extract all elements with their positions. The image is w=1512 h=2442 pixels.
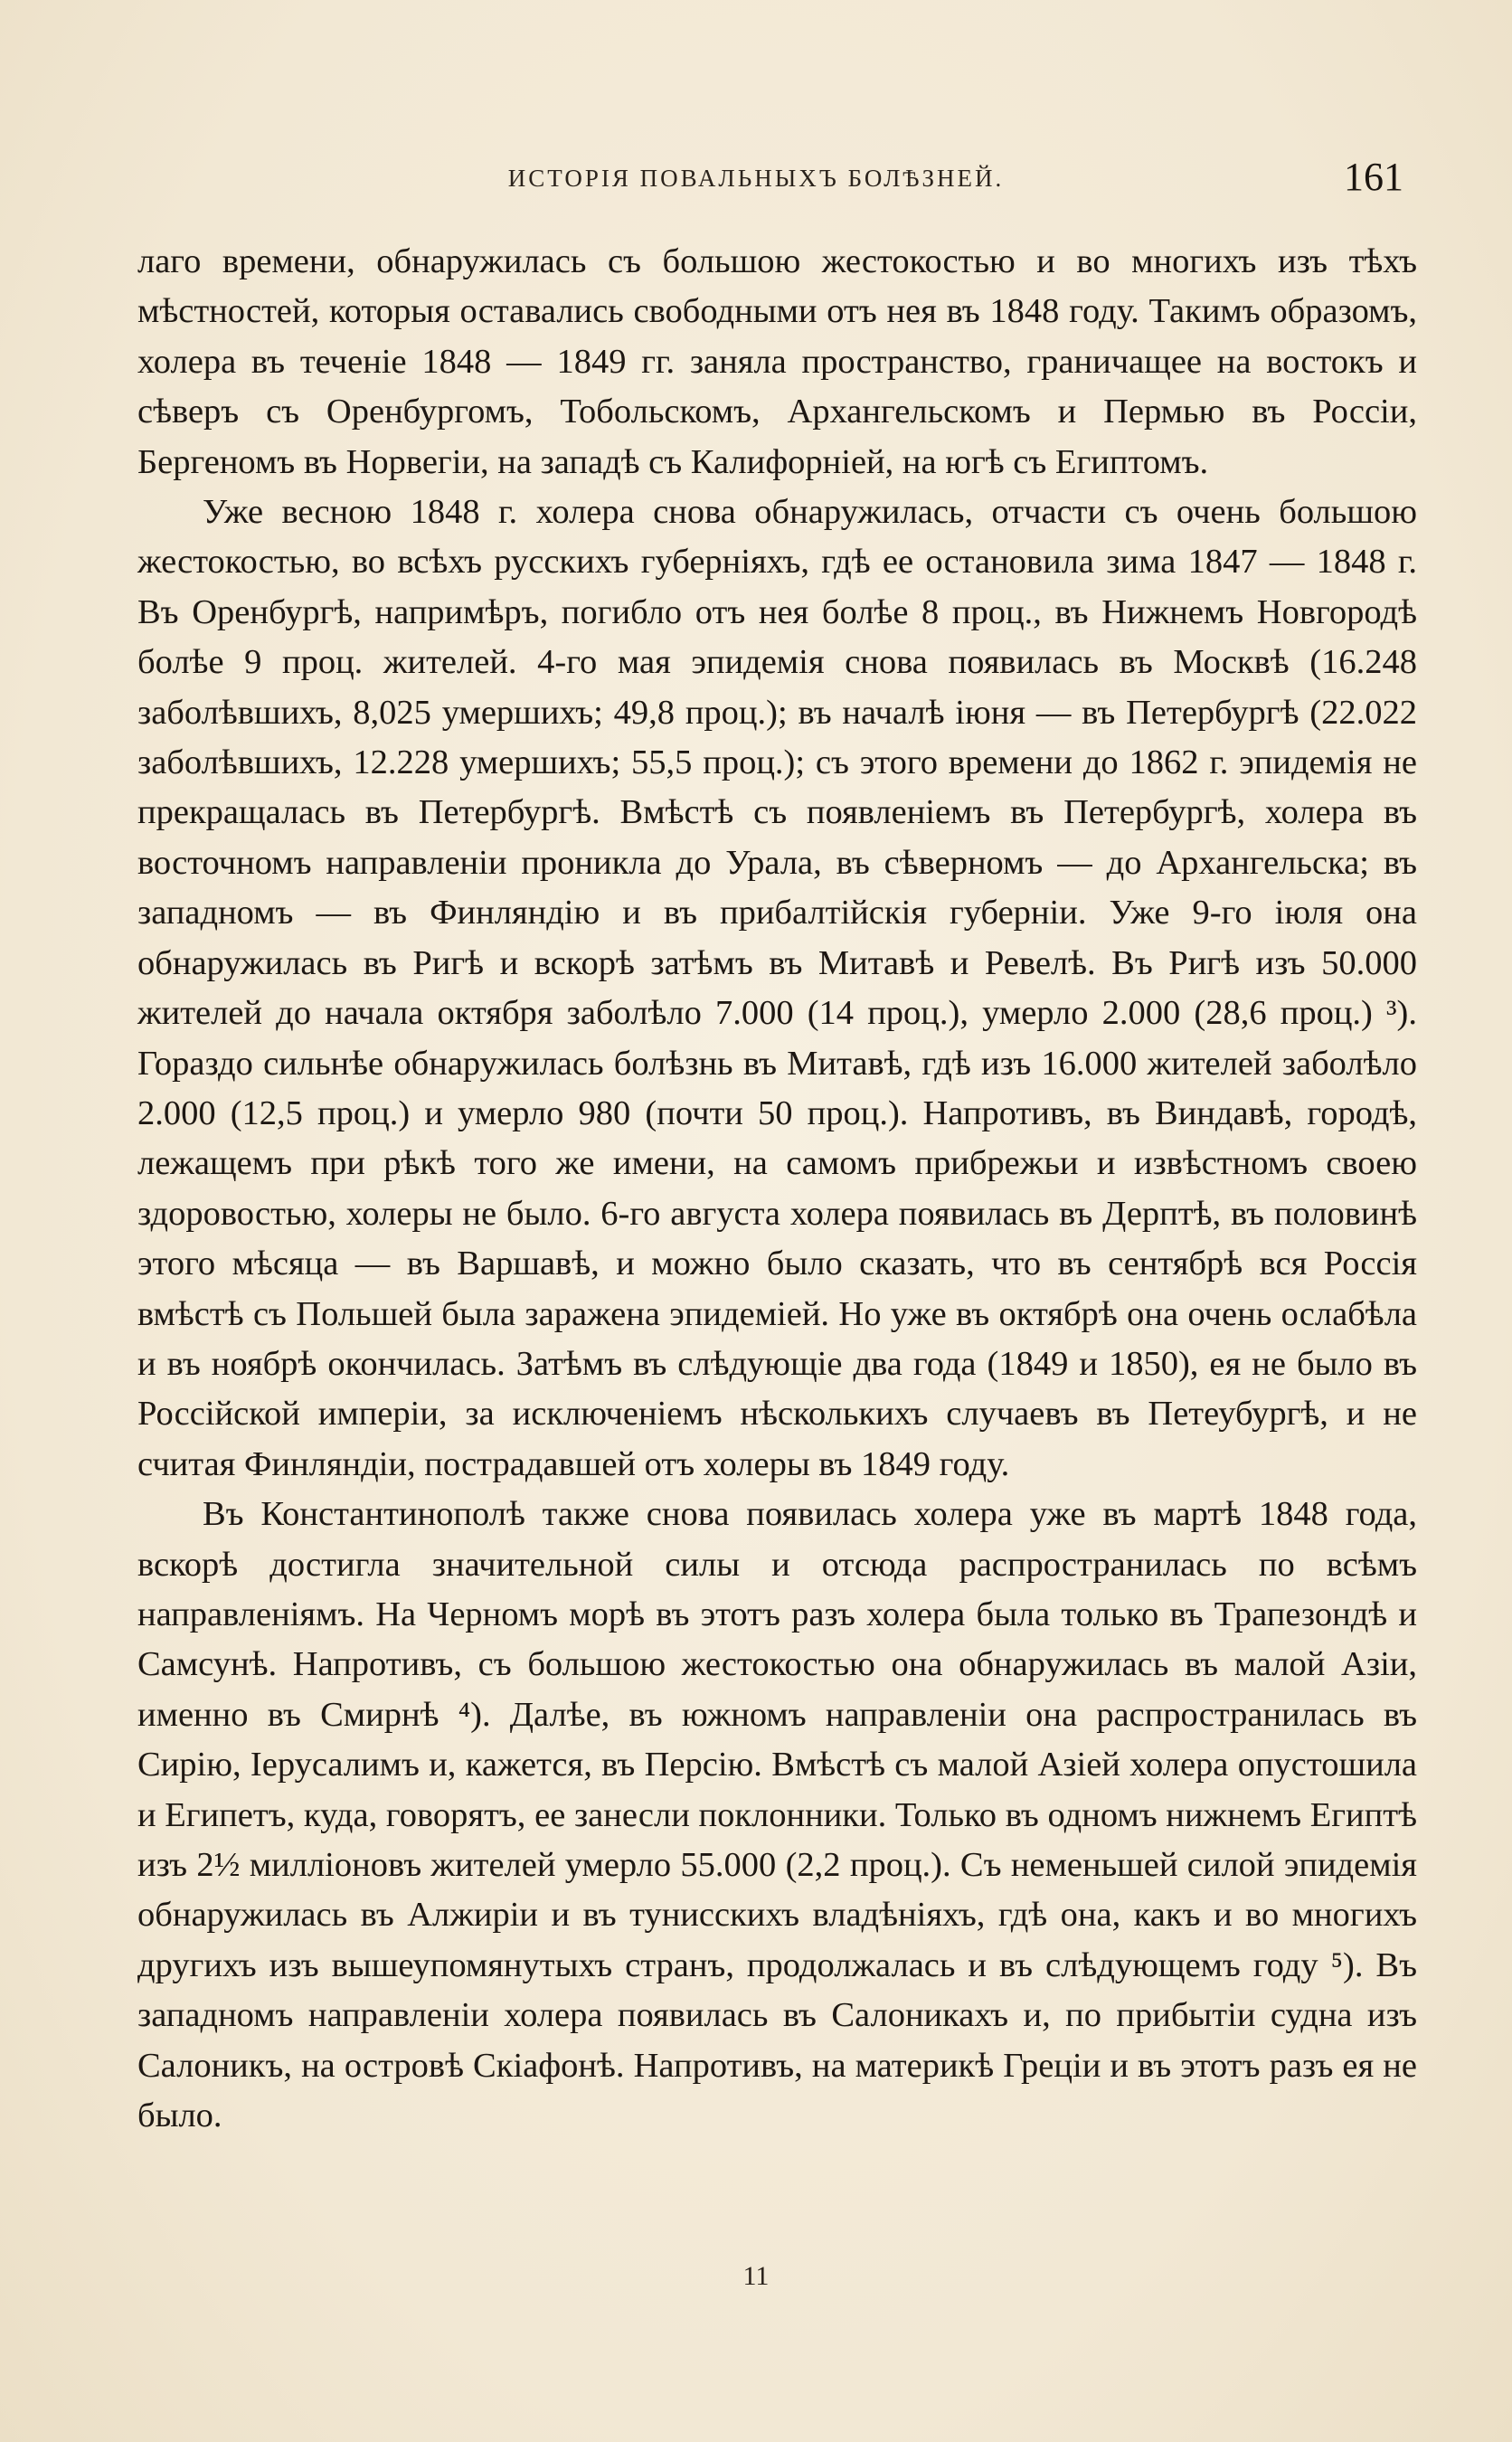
- paragraph-russia-1848: Уже весною 1848 г. холера снова обнаружилась, отчасти съ очень большою жестокостью, во всѣхъ русскихъ губерніяхъ, гдѣ ее остановила зима 1847 — 1848 г. Въ Оренбургѣ, напримѣръ, погибло отъ нея болѣе 8 проц., въ Нижнемъ Новгородѣ болѣе 9 проц. жителей. 4-го мая эпидемія снова появилась въ Москвѣ (16.248 заболѣвшихъ, 8,025 умершихъ; 49,8 проц.); въ началѣ іюня — въ Петербургѣ (22.022 заболѣвшихъ, 12.228 умершихъ; 55,5 проц.); съ этого времени до 1862 г. эпидемія не прекращалась въ Петербургѣ. Вмѣстѣ съ появленіемъ въ Петербургѣ, холера въ восточномъ направленіи проникла до Урала, въ сѣверномъ — до Архангельска; въ западномъ — въ Финляндію и въ прибалтійскія губерніи. Уже 9-го іюля она обнаружилась въ Ригѣ и вскорѣ затѣмъ въ Митавѣ и Ревелѣ. Въ Ригѣ изъ 50.000 жителей до начала октября заболѣло 7.000 (14 проц.), умерло 2.000 (28,6 проц.) ³). Гораздо сильнѣе обнаружилась болѣзнь въ Митавѣ, гдѣ изъ 16.000 жителей заболѣло 2.000 (12,5 проц.) и умерло 980 (почти 50 проц.). Напротивъ, въ Виндавѣ, городѣ, лежащемъ при рѣкѣ того же имени, на самомъ прибрежьи и извѣстномъ своею здоровостью, холеры не было. 6-го августа холера появилась въ Дерптѣ, въ половинѣ этого мѣсяца — въ Варшавѣ, и можно было сказать, что въ сентябрѣ вся Россія вмѣстѣ съ Польшей была заражена эпидеміей. Но уже въ октябрѣ она очень ослабѣла и въ ноябрѣ окончилась. Затѣмъ въ слѣдующіе два года (1849 и 1850), ея не было въ Россійской имперіи, за исключеніемъ нѣсколькихъ случаевъ въ Петеубургѣ, и не считая Финляндіи, пострадавшей отъ холеры въ 1849 году.: [137, 493, 1417, 1483]
- paragraph-continuation: лаго времени, обнаружилась съ большою жестокостью и во многихъ изъ тѣхъ мѣстностей, которыя оставались свободными отъ нея въ 1848 году. Такимъ образомъ, холера въ теченіе 1848 — 1849 гг. заняла пространство, граничащее на востокъ и сѣверъ съ Оренбургомъ, Тобольскомъ, Архангельскомъ и Пермью въ Россіи, Бергеномъ въ Норвегіи, на западѣ съ Калифорніей, на югѣ съ Египтомъ.: [137, 242, 1417, 481]
- page-number: 161: [1344, 155, 1403, 199]
- running-title: ИСТОРІЯ ПОВАЛЬНЫХЪ БОЛѢЗНЕЙ.: [507, 165, 1005, 192]
- signature-mark: 11: [742, 2261, 770, 2291]
- body-text: [137, 237, 1417, 2141]
- running-head: [0, 154, 1512, 208]
- paragraph-constantinople-1848: Въ Константинополѣ также снова появилась холера уже въ мартѣ 1848 года, вскорѣ достигла значительной силы и отсюда распространилась по всѣмъ направленіямъ. На Черномъ морѣ въ этотъ разъ холера была только въ Трапезондѣ и Самсунѣ. Напротивъ, съ большою жестокостью она обнаружилась въ малой Азіи, именно въ Смирнѣ ⁴). Далѣе, въ южномъ направленіи она распространилась въ Сирію, Іерусалимъ и, кажется, въ Персію. Вмѣстѣ съ малой Азіей холера опустошила и Египетъ, куда, говорятъ, ее занесли поклонники. Только въ одномъ нижнемъ Египтѣ изъ 2½ милліоновъ жителей умерло 55.000 (2,2 проц.). Съ неменьшей силой эпидемія обнаружилась въ Алжиріи и въ тунисскихъ владѣніяхъ, гдѣ она, какъ и во многихъ другихъ изъ вышеупомянутыхъ странъ, продолжалась и въ слѣдующемъ году ⁵). Въ западномъ направленіи холера появилась въ Салоникахъ и, по прибытіи судна изъ Салоникъ, на островѣ Скіафонѣ. Напротивъ, на материкѣ Греціи и въ этотъ разъ ея не было.: [137, 1495, 1417, 2135]
